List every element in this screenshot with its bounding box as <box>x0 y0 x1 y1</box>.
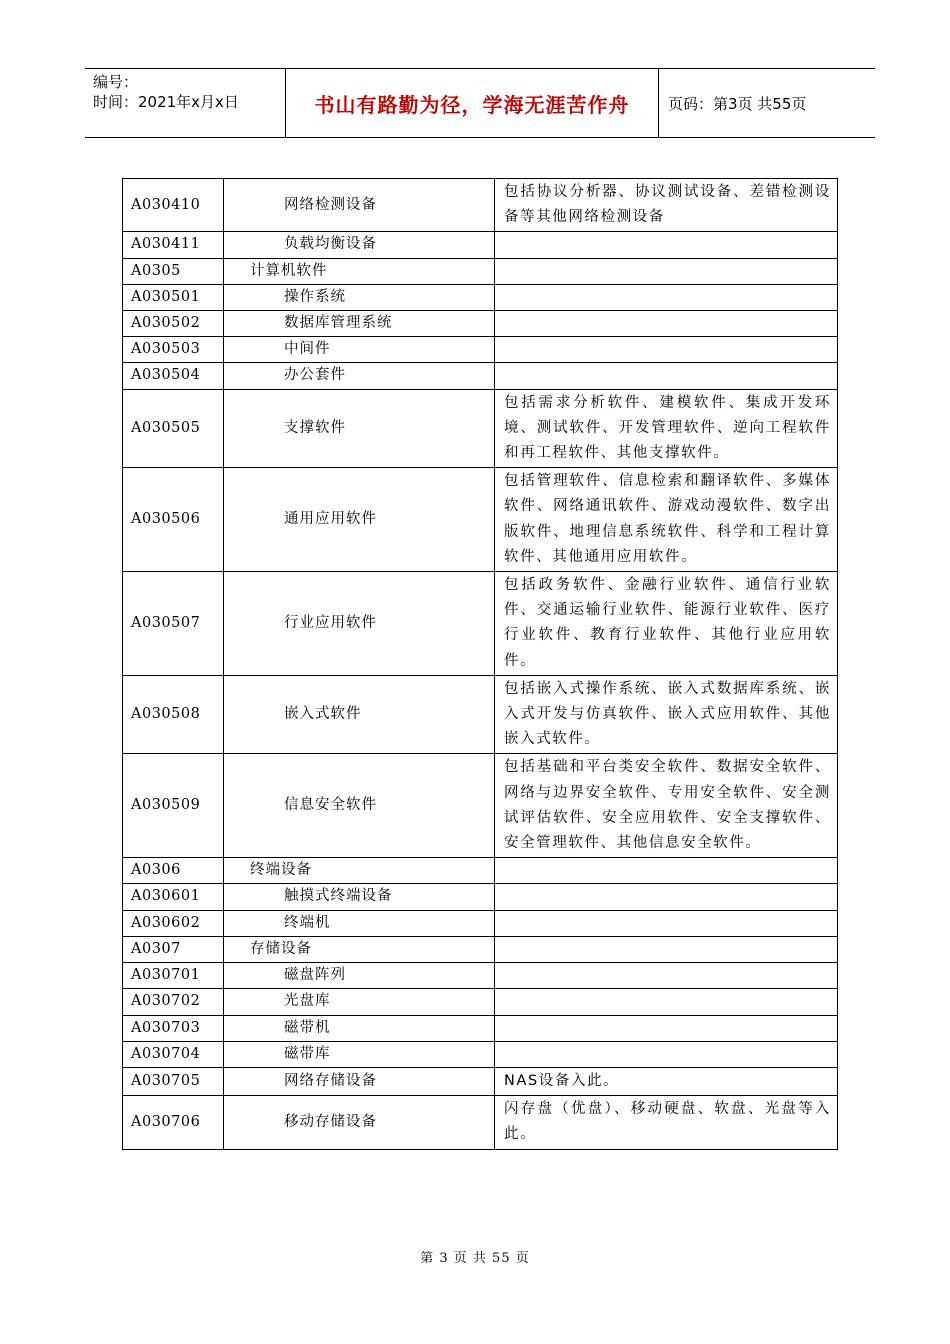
item-description: 包括管理软件、信息检索和翻译软件、多媒体软件、网络通讯软件、游戏动漫软件、数字出版软件、地理信息系统软件、科学和工程计算软件、其他通用应用软件。 <box>495 468 838 572</box>
table-row <box>123 858 838 884</box>
item-description <box>495 258 838 284</box>
header-page-cell <box>659 69 875 137</box>
page-header <box>85 68 875 138</box>
item-name: 磁带机 <box>224 1015 495 1041</box>
table-row <box>123 468 838 572</box>
item-code: A030411 <box>123 232 224 258</box>
table-row <box>123 258 838 284</box>
item-description: 包括嵌入式操作系统、嵌入式数据库系统、嵌入式开发与仿真软件、嵌入式应用软件、其他嵌入式软件。 <box>495 675 838 754</box>
table-row <box>123 675 838 754</box>
item-description <box>495 884 838 910</box>
item-name: 网络检测设备 <box>224 179 495 232</box>
motto: 书山有路勤为径，学海无涯苦作舟 <box>314 92 630 117</box>
item-code: A030410 <box>123 179 224 232</box>
item-name: 触摸式终端设备 <box>224 884 495 910</box>
page-info: 页码：第3页 共55页 <box>668 94 807 113</box>
item-code: A030503 <box>123 337 224 363</box>
page-footer: 第 3 页 共 55 页 <box>420 1251 530 1266</box>
item-code: A030704 <box>123 1041 224 1067</box>
item-name: 存储设备 <box>224 936 495 962</box>
item-name: 支撑软件 <box>224 389 495 468</box>
item-name: 终端机 <box>224 910 495 936</box>
time-label: 时间：2021年x月x日 <box>93 93 239 111</box>
item-description <box>495 858 838 884</box>
item-description <box>495 232 838 258</box>
item-description: 包括政务软件、金融行业软件、通信行业软件、交通运输行业软件、能源行业软件、医疗行业软件、教育行业软件、其他行业应用软件。 <box>495 572 838 676</box>
item-description <box>495 284 838 310</box>
item-description <box>495 989 838 1015</box>
item-description <box>495 311 838 337</box>
table-row <box>123 232 838 258</box>
header-motto-cell <box>286 69 659 137</box>
item-code: A030701 <box>123 963 224 989</box>
item-description: 包括协议分析器、协议测试设备、差错检测设备等其他网络检测设备 <box>495 179 838 232</box>
item-code: A030601 <box>123 884 224 910</box>
item-code: A0307 <box>123 936 224 962</box>
item-code: A030706 <box>123 1096 224 1149</box>
header-meta-cell <box>85 69 286 137</box>
table-row <box>123 884 838 910</box>
item-name: 计算机软件 <box>224 258 495 284</box>
item-name: 磁带库 <box>224 1041 495 1067</box>
table-row <box>123 1015 838 1041</box>
item-name: 数据库管理系统 <box>224 311 495 337</box>
item-description <box>495 1015 838 1041</box>
table-row <box>123 1067 838 1095</box>
item-description <box>495 337 838 363</box>
catalog-table <box>122 178 838 1150</box>
item-name: 信息安全软件 <box>224 754 495 858</box>
item-code: A0305 <box>123 258 224 284</box>
item-code: A030705 <box>123 1067 224 1095</box>
table-row <box>123 1041 838 1067</box>
item-code: A030504 <box>123 363 224 389</box>
item-name: 办公套件 <box>224 363 495 389</box>
number-label: 编号： <box>93 73 139 91</box>
table-row <box>123 311 838 337</box>
table-row <box>123 363 838 389</box>
item-code: A030507 <box>123 572 224 676</box>
item-name: 移动存储设备 <box>224 1096 495 1149</box>
item-code: A0306 <box>123 858 224 884</box>
table-row <box>123 572 838 676</box>
item-name: 磁盘阵列 <box>224 963 495 989</box>
item-code: A030501 <box>123 284 224 310</box>
item-code: A030508 <box>123 675 224 754</box>
item-name: 中间件 <box>224 337 495 363</box>
item-description: 包括需求分析软件、建模软件、集成开发环境、测试软件、开发管理软件、逆向工程软件和再工程软件、其他支撑软件。 <box>495 389 838 468</box>
table-row <box>123 337 838 363</box>
item-name: 负载均衡设备 <box>224 232 495 258</box>
table-row <box>123 936 838 962</box>
table-row <box>123 1096 838 1149</box>
table-row <box>123 389 838 468</box>
item-name: 光盘库 <box>224 989 495 1015</box>
item-code: A030702 <box>123 989 224 1015</box>
item-name: 网络存储设备 <box>224 1067 495 1095</box>
item-description <box>495 963 838 989</box>
item-code: A030506 <box>123 468 224 572</box>
table-row <box>123 989 838 1015</box>
table-row <box>123 179 838 232</box>
item-description <box>495 363 838 389</box>
table-row <box>123 284 838 310</box>
item-name: 嵌入式软件 <box>224 675 495 754</box>
item-name: 终端设备 <box>224 858 495 884</box>
item-description <box>495 1041 838 1067</box>
item-description: 包括基础和平台类安全软件、数据安全软件、网络与边界安全软件、专用安全软件、安全测试评估软件、安全应用软件、安全支撑软件、安全管理软件、其他信息安全软件。 <box>495 754 838 858</box>
item-description <box>495 910 838 936</box>
table-row <box>123 910 838 936</box>
item-description <box>495 936 838 962</box>
catalog-table-body <box>123 179 838 1150</box>
item-name: 操作系统 <box>224 284 495 310</box>
item-code: A030502 <box>123 311 224 337</box>
item-code: A030703 <box>123 1015 224 1041</box>
item-code: A030602 <box>123 910 224 936</box>
item-code: A030505 <box>123 389 224 468</box>
item-name: 通用应用软件 <box>224 468 495 572</box>
table-row <box>123 963 838 989</box>
item-description: NAS设备入此。 <box>495 1067 838 1095</box>
table-row <box>123 754 838 858</box>
item-code: A030509 <box>123 754 224 858</box>
item-description: 闪存盘（优盘）、移动硬盘、软盘、光盘等入此。 <box>495 1096 838 1149</box>
item-name: 行业应用软件 <box>224 572 495 676</box>
